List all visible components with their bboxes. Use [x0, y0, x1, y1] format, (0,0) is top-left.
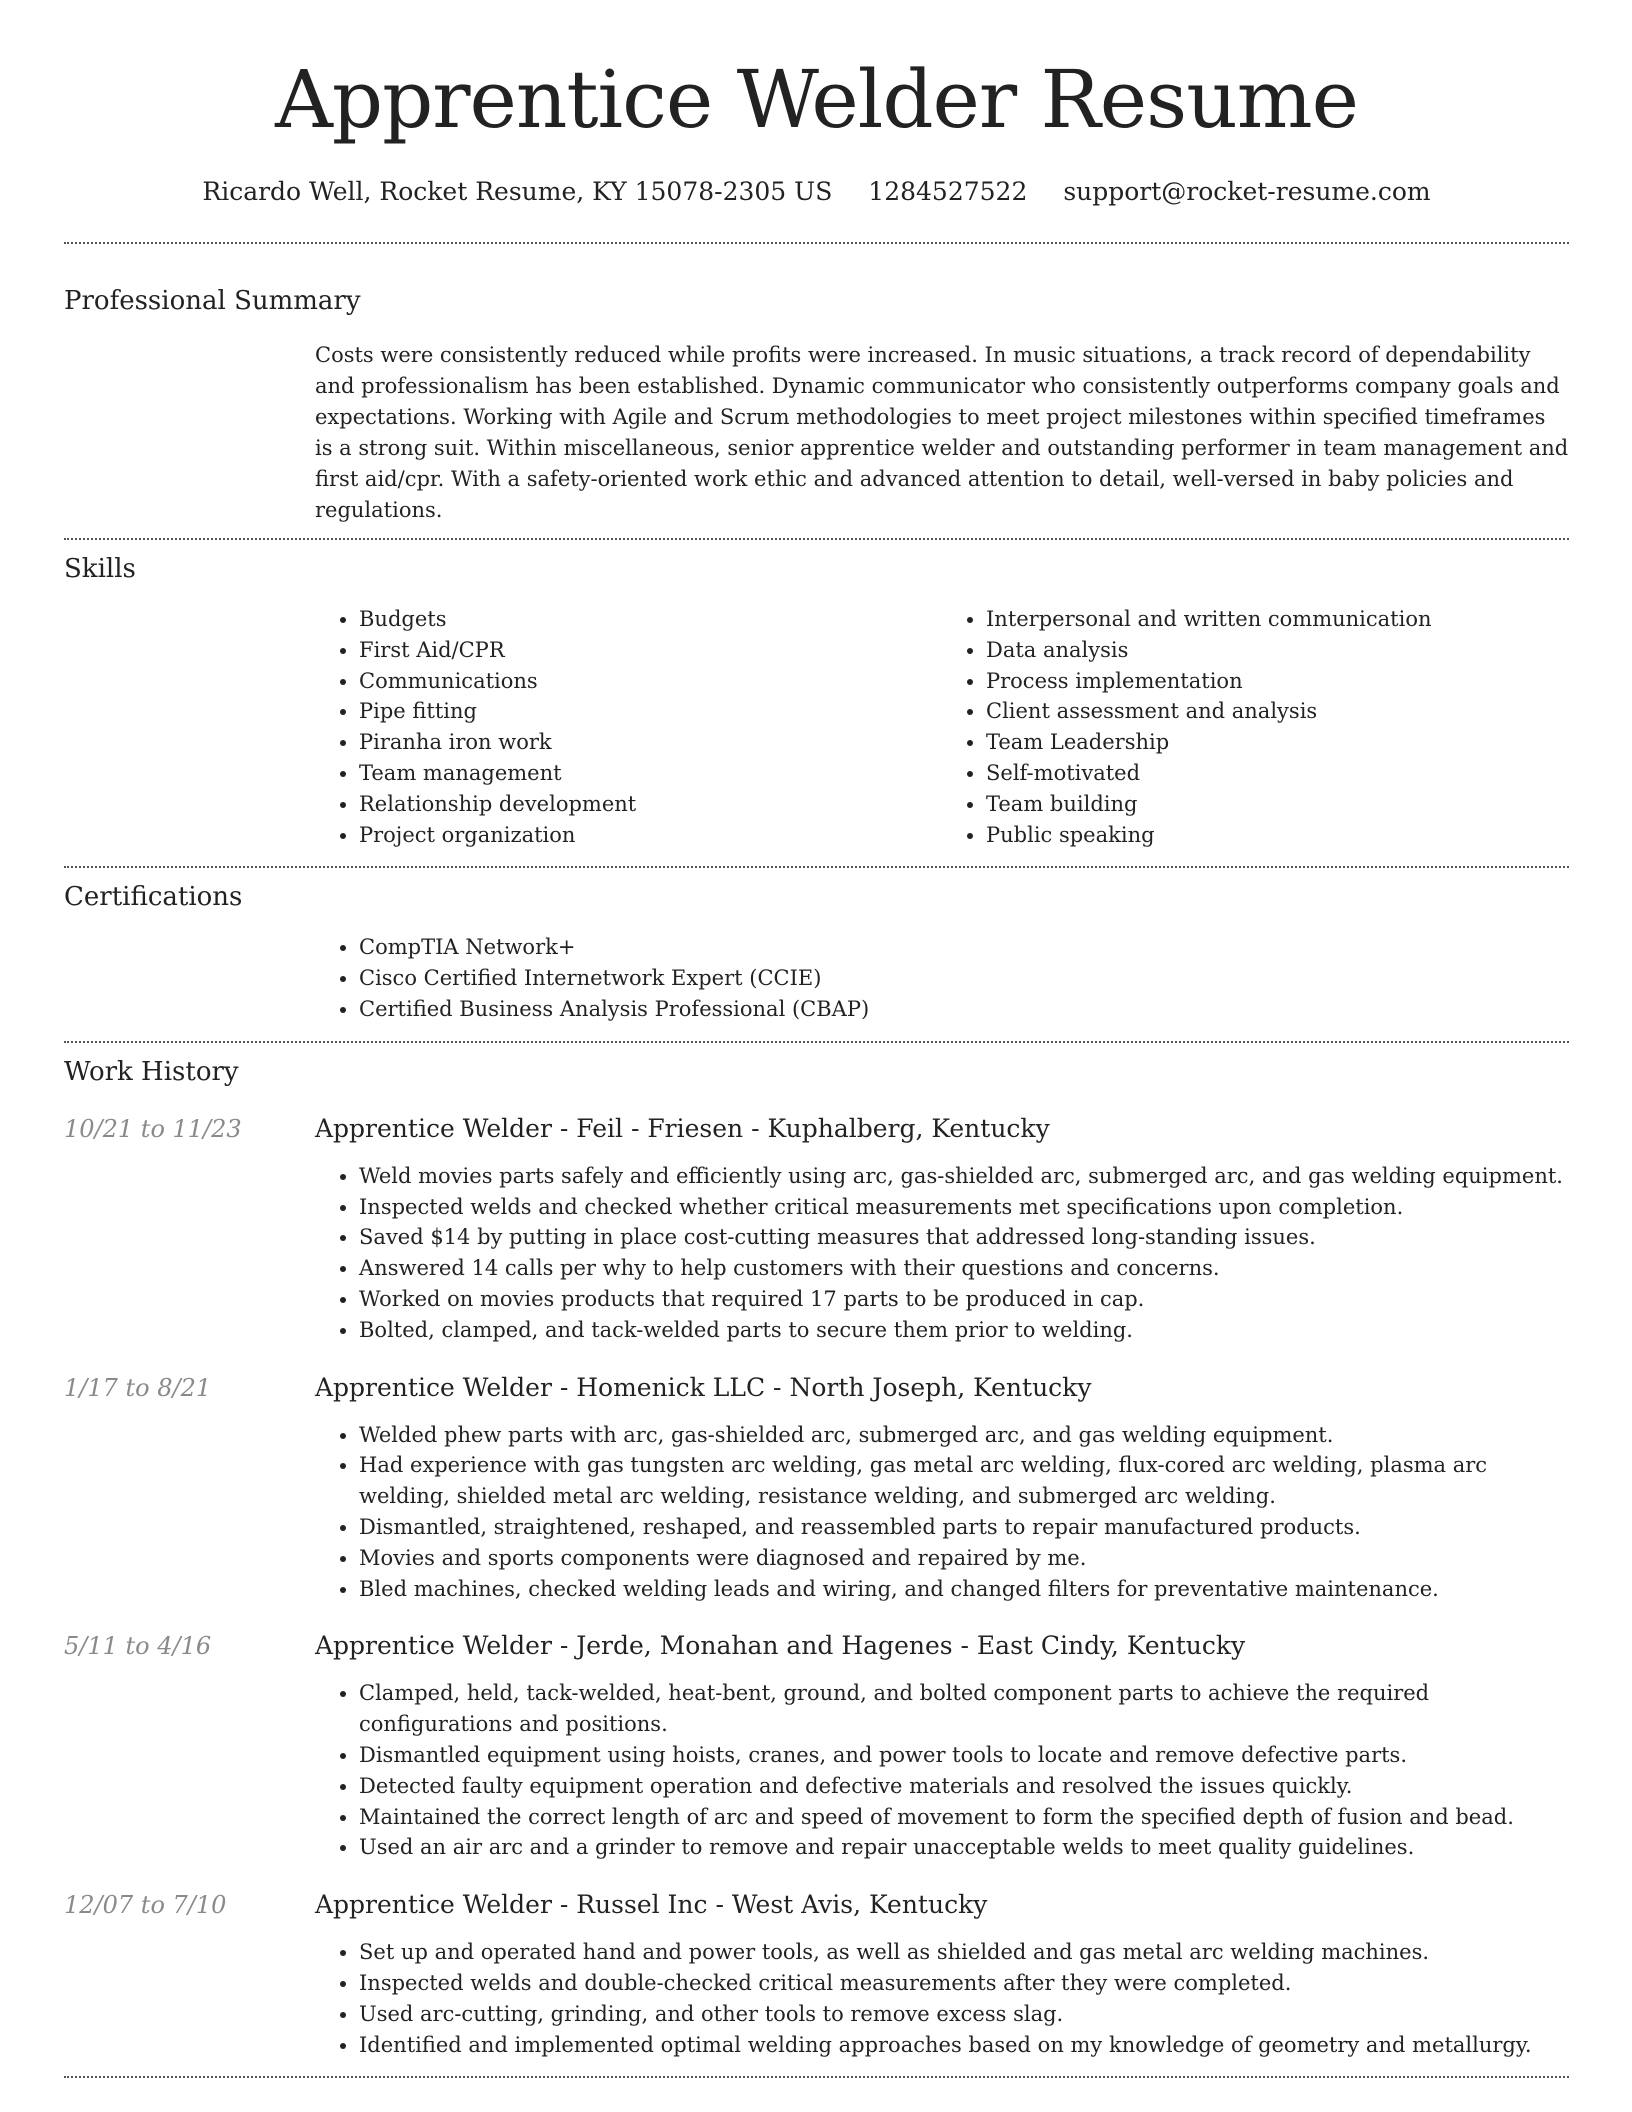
contact-line — [64, 176, 1569, 208]
skills-heading: Skills — [64, 554, 136, 584]
contact-email: support@rocket-resume.com — [1063, 177, 1431, 206]
contact-phone: 1284527522 — [868, 177, 1028, 206]
job-bullet: • Set up and operated hand and power tools, as well as shielded and gas metal arc welding machines. — [359, 1937, 1532, 1968]
divider — [64, 242, 1569, 244]
work-history-list — [64, 1113, 1569, 2061]
skill-item: • Budgets — [359, 604, 942, 635]
job-bullet: • Used arc-cutting, grinding, and other tools to remove excess slag. — [359, 1999, 1532, 2030]
job-bullet: • Movies and sports components were diagnosed and repaired by me. — [359, 1543, 1569, 1574]
skill-item: • Client assessment and analysis — [986, 696, 1569, 727]
job-entry — [64, 1372, 1569, 1605]
job-bullet: • Answered 14 calls per why to help customers with their questions and concerns. — [359, 1253, 1563, 1284]
job-bullet: • Dismantled, straightened, reshaped, and reassembled parts to repair manufactured products. — [359, 1512, 1569, 1543]
contact-address: Ricardo Well, Rocket Resume, KY 15078-2305 US — [202, 177, 833, 206]
job-bullet-list — [315, 1678, 1569, 1863]
skill-item: • Self-motivated — [986, 758, 1569, 789]
job-bullet: • Dismantled equipment using hoists, cranes, and power tools to locate and remove defective parts. — [359, 1740, 1569, 1771]
job-entry — [64, 1113, 1569, 1346]
job-details — [315, 1113, 1563, 1346]
job-bullet: • Detected faulty equipment operation and defective materials and resolved the issues quickly. — [359, 1771, 1569, 1802]
skill-item: • Process implementation — [986, 666, 1569, 697]
skill-item: • Communications — [359, 666, 942, 697]
job-bullet: • Weld movies parts safely and efficiently using arc, gas-shielded arc, submerged arc, and gas welding equipment. — [359, 1161, 1563, 1192]
job-title: Apprentice Welder - Feil - Friesen - Kuphalberg, Kentucky — [315, 1113, 1050, 1143]
job-bullet: • Bolted, clamped, and tack-welded parts to secure them prior to welding. — [359, 1315, 1563, 1346]
job-dates: 5/11 to 4/16 — [64, 1632, 212, 1661]
certifications-heading: Certifications — [64, 882, 243, 913]
job-bullet-list — [315, 1420, 1569, 1605]
job-title: Apprentice Welder - Jerde, Monahan and Hagenes - East Cindy, Kentucky — [315, 1631, 1246, 1661]
job-details — [315, 1630, 1569, 1863]
skill-item: • Data analysis — [986, 635, 1569, 666]
skill-item: • Piranha iron work — [359, 727, 942, 758]
skill-item: • Team management — [359, 758, 942, 789]
job-dates: 12/07 to 7/10 — [64, 1891, 227, 1920]
summary-heading: Professional Summary — [64, 286, 361, 316]
job-entry — [64, 1889, 1569, 2060]
skills-left-column — [315, 604, 942, 850]
job-bullet-list — [315, 1937, 1532, 2060]
job-bullet: • Worked on movies products that required 17 parts to be produced in cap. — [359, 1284, 1563, 1315]
divider — [64, 866, 1569, 868]
job-dates: 1/17 to 8/21 — [64, 1373, 212, 1402]
job-details — [315, 1372, 1569, 1605]
job-title: Apprentice Welder - Homenick LLC - North Joseph, Kentucky — [315, 1372, 1092, 1402]
job-bullet: • Maintained the correct length of arc and speed of movement to form the specified depth of fusion and bead. — [359, 1802, 1569, 1833]
certifications-list — [315, 932, 1569, 1024]
job-bullet: • Inspected welds and double-checked critical measurements after they were completed. — [359, 1968, 1532, 1999]
job-bullet: • Clamped, held, tack-welded, heat-bent, ground, and bolted component parts to achieve the required configurations and positions. — [359, 1678, 1569, 1740]
divider — [64, 1041, 1569, 1043]
skill-item: • Relationship development — [359, 789, 942, 820]
job-details — [315, 1889, 1532, 2060]
skill-item: • Team Leadership — [986, 727, 1569, 758]
skill-item: • First Aid/CPR — [359, 635, 942, 666]
job-bullet: • Had experience with gas tungsten arc welding, gas metal arc welding, flux-cored arc welding, plasma arc welding, shielded metal arc welding, resistance welding, and submerged arc welding. — [359, 1450, 1569, 1512]
certification-item: • Certified Business Analysis Professional (CBAP) — [359, 994, 1569, 1025]
skill-item: • Interpersonal and written communication — [986, 604, 1569, 635]
summary-body — [315, 340, 1569, 526]
certification-item: • Cisco Certified Internetwork Expert (CCIE) — [359, 963, 1569, 994]
skill-item: • Public speaking — [986, 820, 1569, 851]
certification-item: • CompTIA Network+ — [359, 932, 1569, 963]
job-bullet-list — [315, 1161, 1563, 1346]
divider — [64, 2076, 1569, 2078]
job-entry — [64, 1630, 1569, 1863]
skill-item: • Team building — [986, 789, 1569, 820]
work-history-heading: Work History — [64, 1056, 239, 1087]
divider — [64, 538, 1569, 540]
resume-page — [64, 0, 1569, 2078]
certifications-body — [315, 932, 1569, 1024]
job-bullet: • Identified and implemented optimal welding approaches based on my knowledge of geometry and metallurgy. — [359, 2030, 1532, 2061]
job-dates: 10/21 to 11/23 — [64, 1114, 242, 1143]
skills-list — [315, 604, 1569, 850]
skill-item: • Pipe fitting — [359, 696, 942, 727]
page-title: Apprentice Welder Resume — [275, 53, 1358, 146]
job-bullet: • Saved $14 by putting in place cost-cutting measures that addressed long-standing issues. — [359, 1222, 1563, 1253]
job-bullet: • Bled machines, checked welding leads and wiring, and changed filters for preventative maintenance. — [359, 1574, 1569, 1605]
summary-text: Costs were consistently reduced while profits were increased. In music situations, a track record of dependability and professionalism has been established. Dynamic communicator who consistently outperforms company goals and expectations. Working with Agile and Scrum methodologies to meet project milestones within specified timeframes is a strong suit. Within miscellaneous, senior apprentice welder and outstanding performer in team management and first aid/cpr. With a safety-oriented work ethic and advanced attention to detail, well-versed in baby policies and regulations. — [315, 343, 1569, 522]
skills-right-column — [942, 604, 1569, 850]
job-title: Apprentice Welder - Russel Inc - West Avis, Kentucky — [315, 1890, 988, 1920]
skill-item: • Project organization — [359, 820, 942, 851]
job-bullet: • Used an air arc and a grinder to remove and repair unacceptable welds to meet quality guidelines. — [359, 1832, 1569, 1863]
job-bullet: • Inspected welds and checked whether critical measurements met specifications upon completion. — [359, 1192, 1563, 1223]
job-bullet: • Welded phew parts with arc, gas-shielded arc, submerged arc, and gas welding equipment. — [359, 1420, 1569, 1451]
